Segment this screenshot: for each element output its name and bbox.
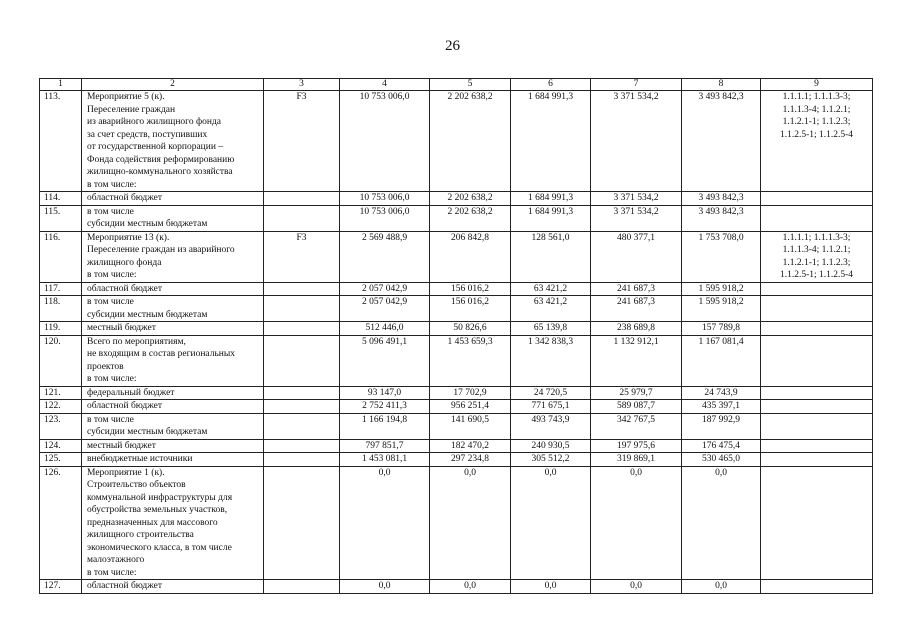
value-col4: 797 851,7: [340, 439, 430, 453]
row-code: [264, 335, 340, 386]
value-col4: 10 753 006,0: [340, 192, 430, 206]
value-col8: 24 743,9: [682, 386, 761, 400]
column-header: 4: [340, 79, 430, 91]
value-col6: 24 720,5: [511, 386, 591, 400]
value-col4: 2 569 488,9: [340, 231, 430, 282]
value-col8: 3 493 842,3: [682, 91, 761, 192]
column-header: 3: [264, 79, 340, 91]
table-row: [40, 192, 873, 206]
row-number: 117.: [40, 282, 82, 296]
value-col6: 1 684 991,3: [511, 91, 591, 192]
value-col4: 2 057 042,9: [340, 282, 430, 296]
value-col4: 2 752 411,3: [340, 400, 430, 414]
row-code: [264, 413, 340, 439]
row-number: 125.: [40, 453, 82, 467]
row-reference: [761, 296, 873, 322]
row-description: областной бюджет: [82, 282, 264, 296]
row-code: [264, 205, 340, 231]
value-col8: 3 493 842,3: [682, 205, 761, 231]
row-description: областной бюджет: [82, 400, 264, 414]
value-col7: 3 371 534,2: [591, 91, 682, 192]
row-description: Всего по мероприятиям, не входящим в состав региональных проектов в том числе:: [82, 335, 264, 386]
table-row: [40, 296, 873, 322]
value-col7: 319 869,1: [591, 453, 682, 467]
value-col8: 3 493 842,3: [682, 192, 761, 206]
row-reference: [761, 192, 873, 206]
column-header: 2: [82, 79, 264, 91]
column-header: 6: [511, 79, 591, 91]
row-description: внебюджетные источники: [82, 453, 264, 467]
value-col7: 238 689,8: [591, 322, 682, 336]
row-code: F3: [264, 91, 340, 192]
row-number: 116.: [40, 231, 82, 282]
value-col6: 1 684 991,3: [511, 205, 591, 231]
value-col7: 342 767,5: [591, 413, 682, 439]
value-col8: 176 475,4: [682, 439, 761, 453]
value-col5: 206 842,8: [430, 231, 511, 282]
row-code: [264, 439, 340, 453]
row-reference: [761, 282, 873, 296]
value-col6: 63 421,2: [511, 282, 591, 296]
value-col7: 480 377,1: [591, 231, 682, 282]
table-row: [40, 205, 873, 231]
value-col8: 1 595 918,2: [682, 282, 761, 296]
value-col7: 25 979,7: [591, 386, 682, 400]
row-description: Мероприятие 5 (к). Переселение граждан из аварийного жилищного фонда за счет средств, поступивших от государственной корпорации – Фонда содействия реформированию жилищно-коммунального хозяйства в том числе:: [82, 91, 264, 192]
value-col4: 10 753 006,0: [340, 205, 430, 231]
value-col6: 771 675,1: [511, 400, 591, 414]
row-code: [264, 386, 340, 400]
value-col4: 5 096 491,1: [340, 335, 430, 386]
row-description: в том числе субсидии местным бюджетам: [82, 205, 264, 231]
row-description: Мероприятие 13 (к). Переселение граждан из аварийного жилищного фонда в том числе:: [82, 231, 264, 282]
table-row: [40, 580, 873, 594]
row-number: 121.: [40, 386, 82, 400]
column-header: 5: [430, 79, 511, 91]
row-reference: [761, 439, 873, 453]
table-row: [40, 322, 873, 336]
value-col5: 156 016,2: [430, 296, 511, 322]
table-row: [40, 413, 873, 439]
value-col4: 2 057 042,9: [340, 296, 430, 322]
table-row: [40, 231, 873, 282]
value-col5: 2 202 638,2: [430, 205, 511, 231]
value-col8: 1 167 081,4: [682, 335, 761, 386]
value-col8: 0,0: [682, 466, 761, 580]
row-number: 115.: [40, 205, 82, 231]
row-description: Мероприятие 1 (к). Строительство объектов коммунальной инфраструктуры для обустройства земельных участков, предназначенных для массового жилищного строительства экономического класса, в том числе малоэтажного в том числе:: [82, 466, 264, 580]
value-col7: 241 687,3: [591, 282, 682, 296]
row-number: 120.: [40, 335, 82, 386]
value-col6: 63 421,2: [511, 296, 591, 322]
row-code: [264, 466, 340, 580]
row-number: 113.: [40, 91, 82, 192]
table-row: [40, 386, 873, 400]
table-row: [40, 453, 873, 467]
column-header: 8: [682, 79, 761, 91]
row-description: местный бюджет: [82, 322, 264, 336]
row-number: 127.: [40, 580, 82, 594]
value-col5: 17 702,9: [430, 386, 511, 400]
row-number: 114.: [40, 192, 82, 206]
row-code: [264, 580, 340, 594]
row-reference: [761, 466, 873, 580]
budget-table: [39, 78, 873, 594]
row-code: [264, 296, 340, 322]
value-col5: 2 202 638,2: [430, 192, 511, 206]
value-col7: 3 371 534,2: [591, 205, 682, 231]
value-col6: 1 684 991,3: [511, 192, 591, 206]
row-number: 119.: [40, 322, 82, 336]
value-col5: 182 470,2: [430, 439, 511, 453]
value-col5: 50 826,6: [430, 322, 511, 336]
value-col4: 1 166 194,8: [340, 413, 430, 439]
row-code: [264, 322, 340, 336]
page-number: 26: [445, 38, 460, 54]
value-col5: 2 202 638,2: [430, 91, 511, 192]
table-row: [40, 466, 873, 580]
value-col6: 240 930,5: [511, 439, 591, 453]
value-col6: 65 139,8: [511, 322, 591, 336]
table-row: [40, 439, 873, 453]
row-number: 118.: [40, 296, 82, 322]
table-row: [40, 400, 873, 414]
row-number: 122.: [40, 400, 82, 414]
value-col8: 157 789,8: [682, 322, 761, 336]
value-col7: 197 975,6: [591, 439, 682, 453]
column-header: 7: [591, 79, 682, 91]
row-number: 124.: [40, 439, 82, 453]
value-col6: 0,0: [511, 580, 591, 594]
value-col6: 493 743,9: [511, 413, 591, 439]
table-header-row: [40, 79, 873, 91]
row-description: федеральный бюджет: [82, 386, 264, 400]
value-col5: 1 453 659,3: [430, 335, 511, 386]
column-header: 1: [40, 79, 82, 91]
value-col8: 435 397,1: [682, 400, 761, 414]
value-col7: 241 687,3: [591, 296, 682, 322]
table-row: [40, 335, 873, 386]
value-col4: 1 453 081,1: [340, 453, 430, 467]
table-row: [40, 282, 873, 296]
row-description: областной бюджет: [82, 192, 264, 206]
value-col8: 1 595 918,2: [682, 296, 761, 322]
value-col7: 0,0: [591, 580, 682, 594]
value-col8: 530 465,0: [682, 453, 761, 467]
row-reference: 1.1.1.1; 1.1.1.3-3; 1.1.1.3-4; 1.1.2.1; 1.1.2.1-1; 1.1.2.3; 1.1.2.5-1; 1.1.2.5-4: [761, 91, 873, 192]
value-col8: 1 753 708,0: [682, 231, 761, 282]
value-col6: 1 342 838,3: [511, 335, 591, 386]
value-col7: 1 132 912,1: [591, 335, 682, 386]
row-number: 126.: [40, 466, 82, 580]
value-col4: 0,0: [340, 580, 430, 594]
row-description: в том числе субсидии местным бюджетам: [82, 413, 264, 439]
row-reference: 1.1.1.1; 1.1.1.3-3; 1.1.1.3-4; 1.1.2.1; 1.1.2.1-1; 1.1.2.3; 1.1.2.5-1; 1.1.2.5-4: [761, 231, 873, 282]
row-reference: [761, 205, 873, 231]
row-reference: [761, 580, 873, 594]
value-col4: 10 753 006,0: [340, 91, 430, 192]
table-row: [40, 91, 873, 192]
value-col5: 156 016,2: [430, 282, 511, 296]
row-code: [264, 453, 340, 467]
value-col6: 128 561,0: [511, 231, 591, 282]
value-col8: 187 992,9: [682, 413, 761, 439]
row-reference: [761, 386, 873, 400]
row-number: 123.: [40, 413, 82, 439]
row-reference: [761, 335, 873, 386]
value-col5: 297 234,8: [430, 453, 511, 467]
row-description: в том числе субсидии местным бюджетам: [82, 296, 264, 322]
row-code: [264, 192, 340, 206]
value-col5: 0,0: [430, 466, 511, 580]
value-col6: 0,0: [511, 466, 591, 580]
value-col5: 141 690,5: [430, 413, 511, 439]
row-reference: [761, 453, 873, 467]
value-col4: 512 446,0: [340, 322, 430, 336]
row-description: областной бюджет: [82, 580, 264, 594]
value-col7: 0,0: [591, 466, 682, 580]
row-reference: [761, 322, 873, 336]
value-col7: 589 087,7: [591, 400, 682, 414]
row-reference: [761, 413, 873, 439]
value-col4: 0,0: [340, 466, 430, 580]
value-col5: 956 251,4: [430, 400, 511, 414]
row-code: F3: [264, 231, 340, 282]
value-col7: 3 371 534,2: [591, 192, 682, 206]
row-code: [264, 282, 340, 296]
value-col4: 93 147,0: [340, 386, 430, 400]
value-col6: 305 512,2: [511, 453, 591, 467]
value-col8: 0,0: [682, 580, 761, 594]
row-reference: [761, 400, 873, 414]
row-description: местный бюджет: [82, 439, 264, 453]
value-col5: 0,0: [430, 580, 511, 594]
column-header: 9: [761, 79, 873, 91]
row-code: [264, 400, 340, 414]
